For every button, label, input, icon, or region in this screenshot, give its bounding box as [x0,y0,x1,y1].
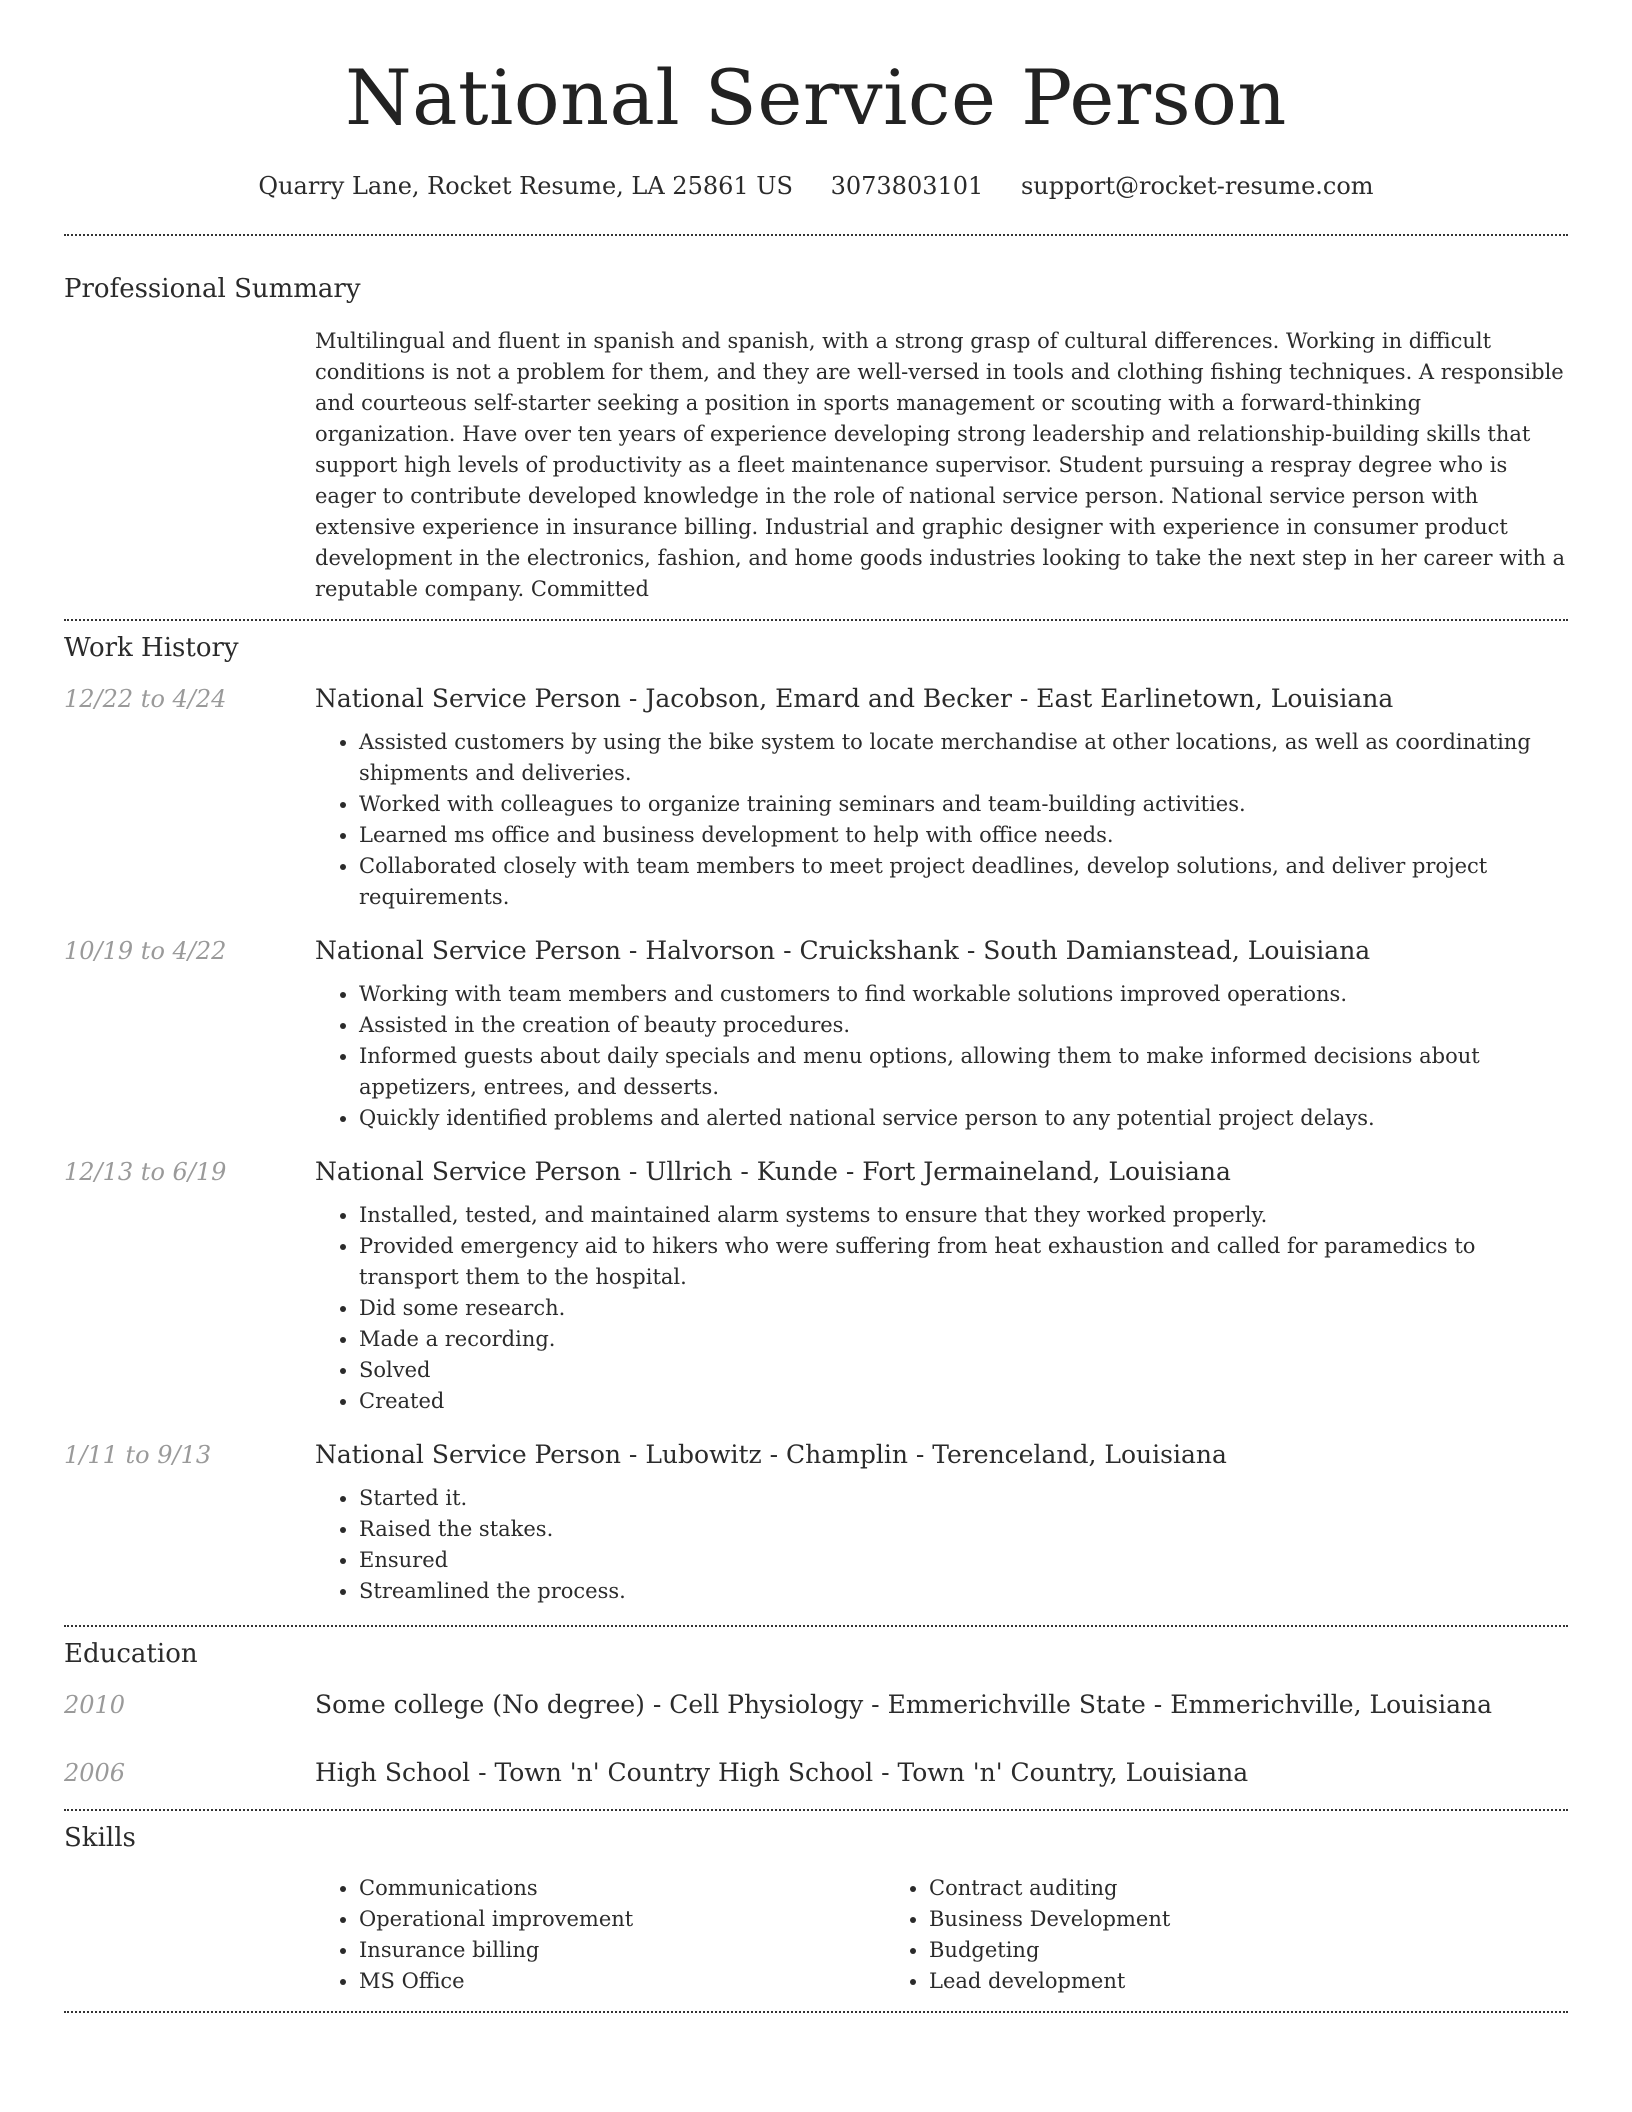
skill-item: • MS Office [359,1966,885,1997]
education-title: High School - Town 'n' Country High School - Town 'n' Country, Louisiana [315,1758,1249,1787]
list-item: • Solved [359,1355,1568,1386]
list-item: • Started it. [359,1483,1568,1514]
skill-item: • Contract auditing [929,1873,1455,1904]
divider [64,2011,1568,2013]
section-title-work-history: Work History [64,633,239,663]
contact-email: support@rocket-resume.com [1020,172,1374,200]
work-dates: 12/22 to 4/24 [64,685,227,713]
list-item: • Quickly identified problems and alerted national service person to any potential project delays. [359,1103,1568,1134]
list-item: • Installed, tested, and maintained alarm systems to ensure that they worked properly. [359,1200,1568,1231]
list-item: • Informed guests about daily specials and menu options, allowing them to make informed decisions about appetizers, entrees, and desserts. [359,1041,1568,1103]
work-entry [64,1156,1568,1417]
skills-grid [315,1873,1568,1997]
list-item: • Learned ms office and business development to help with office needs. [359,820,1568,851]
list-item: • Made a recording. [359,1324,1568,1355]
section-title-summary: Professional Summary [64,274,361,304]
contact-line [64,172,1568,208]
list-item: • Collaborated closely with team members to meet project deadlines, develop solutions, and deliver project requirements. [359,851,1568,913]
contact-phone: 3073803101 [830,172,984,200]
divider [64,234,1568,236]
work-dates: 12/13 to 6/19 [64,1158,227,1186]
skill-item: • Communications [359,1873,885,1904]
candidate-name: National Service Person [345,53,1287,142]
education-year: 2010 [64,1691,126,1719]
education-year: 2006 [64,1759,126,1787]
skills-list-right [885,1873,1455,1997]
divider [64,1809,1568,1811]
list-item: • Worked with colleagues to organize training seminars and team-building activities. [359,789,1568,820]
work-bullets [315,979,1568,1134]
skill-item: • Business Development [929,1904,1455,1935]
work-entry [64,683,1568,913]
list-item: • Did some research. [359,1293,1568,1324]
section-title-education: Education [64,1639,198,1669]
list-item: • Provided emergency aid to hikers who were suffering from heat exhaustion and called for paramedics to transport them to the hospital. [359,1231,1568,1293]
contact-address: Quarry Lane, Rocket Resume, LA 25861 US [258,172,793,200]
work-bullets [315,1200,1568,1417]
work-dates: 1/11 to 9/13 [64,1441,212,1469]
list-item: • Assisted in the creation of beauty procedures. [359,1010,1568,1041]
skill-item: • Insurance billing [359,1935,885,1966]
education-entry [64,1689,1568,1721]
skills-list-left [315,1873,885,1997]
skill-item: • Lead development [929,1966,1455,1997]
work-bullets [315,727,1568,913]
list-item: • Working with team members and customers to find workable solutions improved operations. [359,979,1568,1010]
summary-text: Multilingual and fluent in spanish and spanish, with a strong grasp of cultural differences. Working in difficult conditions is not a problem for them, and they are well-versed in tools and clothing fishing techniques. A responsible and courteous self-starter seeking a position in sports management or scouting with a forward-thinking organization. Have over ten years of experience developing strong leadership and relationship-building skills that support high levels of productivity as a fleet maintenance supervisor. Student pursuing a respray degree who is eager to contribute developed knowledge in the role of national service person. National service person with extensive experience in insurance billing. Industrial and graphic designer with experience in consumer product development in the electronics, fashion, and home goods industries looking to take the next step in her career with a reputable company. Committed [315,329,1566,601]
work-title: National Service Person - Ullrich - Kunde - Fort Jermaineland, Louisiana [315,1157,1231,1186]
list-item: • Streamlined the process. [359,1576,1568,1607]
work-dates: 10/19 to 4/22 [64,937,227,965]
education-entry [64,1757,1568,1789]
list-item: • Raised the stakes. [359,1514,1568,1545]
list-item: • Assisted customers by using the bike system to locate merchandise at other locations, as well as coordinating shipments and deliveries. [359,727,1568,789]
work-entry [64,935,1568,1134]
list-item: • Created [359,1386,1568,1417]
work-bullets [315,1483,1568,1607]
work-title: National Service Person - Halvorson - Cruickshank - South Damianstead, Louisiana [315,936,1371,965]
work-title: National Service Person - Jacobson, Emard and Becker - East Earlinetown, Louisiana [315,684,1394,713]
skill-item: • Operational improvement [359,1904,885,1935]
education-title: Some college (No degree) - Cell Physiology - Emmerichville State - Emmerichville, Louisiana [315,1690,1492,1719]
skill-item: • Budgeting [929,1935,1455,1966]
divider [64,619,1568,621]
divider [64,1625,1568,1627]
section-title-skills: Skills [64,1823,136,1853]
work-title: National Service Person - Lubowitz - Champlin - Terenceland, Louisiana [315,1440,1227,1469]
work-entry [64,1439,1568,1607]
list-item: • Ensured [359,1545,1568,1576]
